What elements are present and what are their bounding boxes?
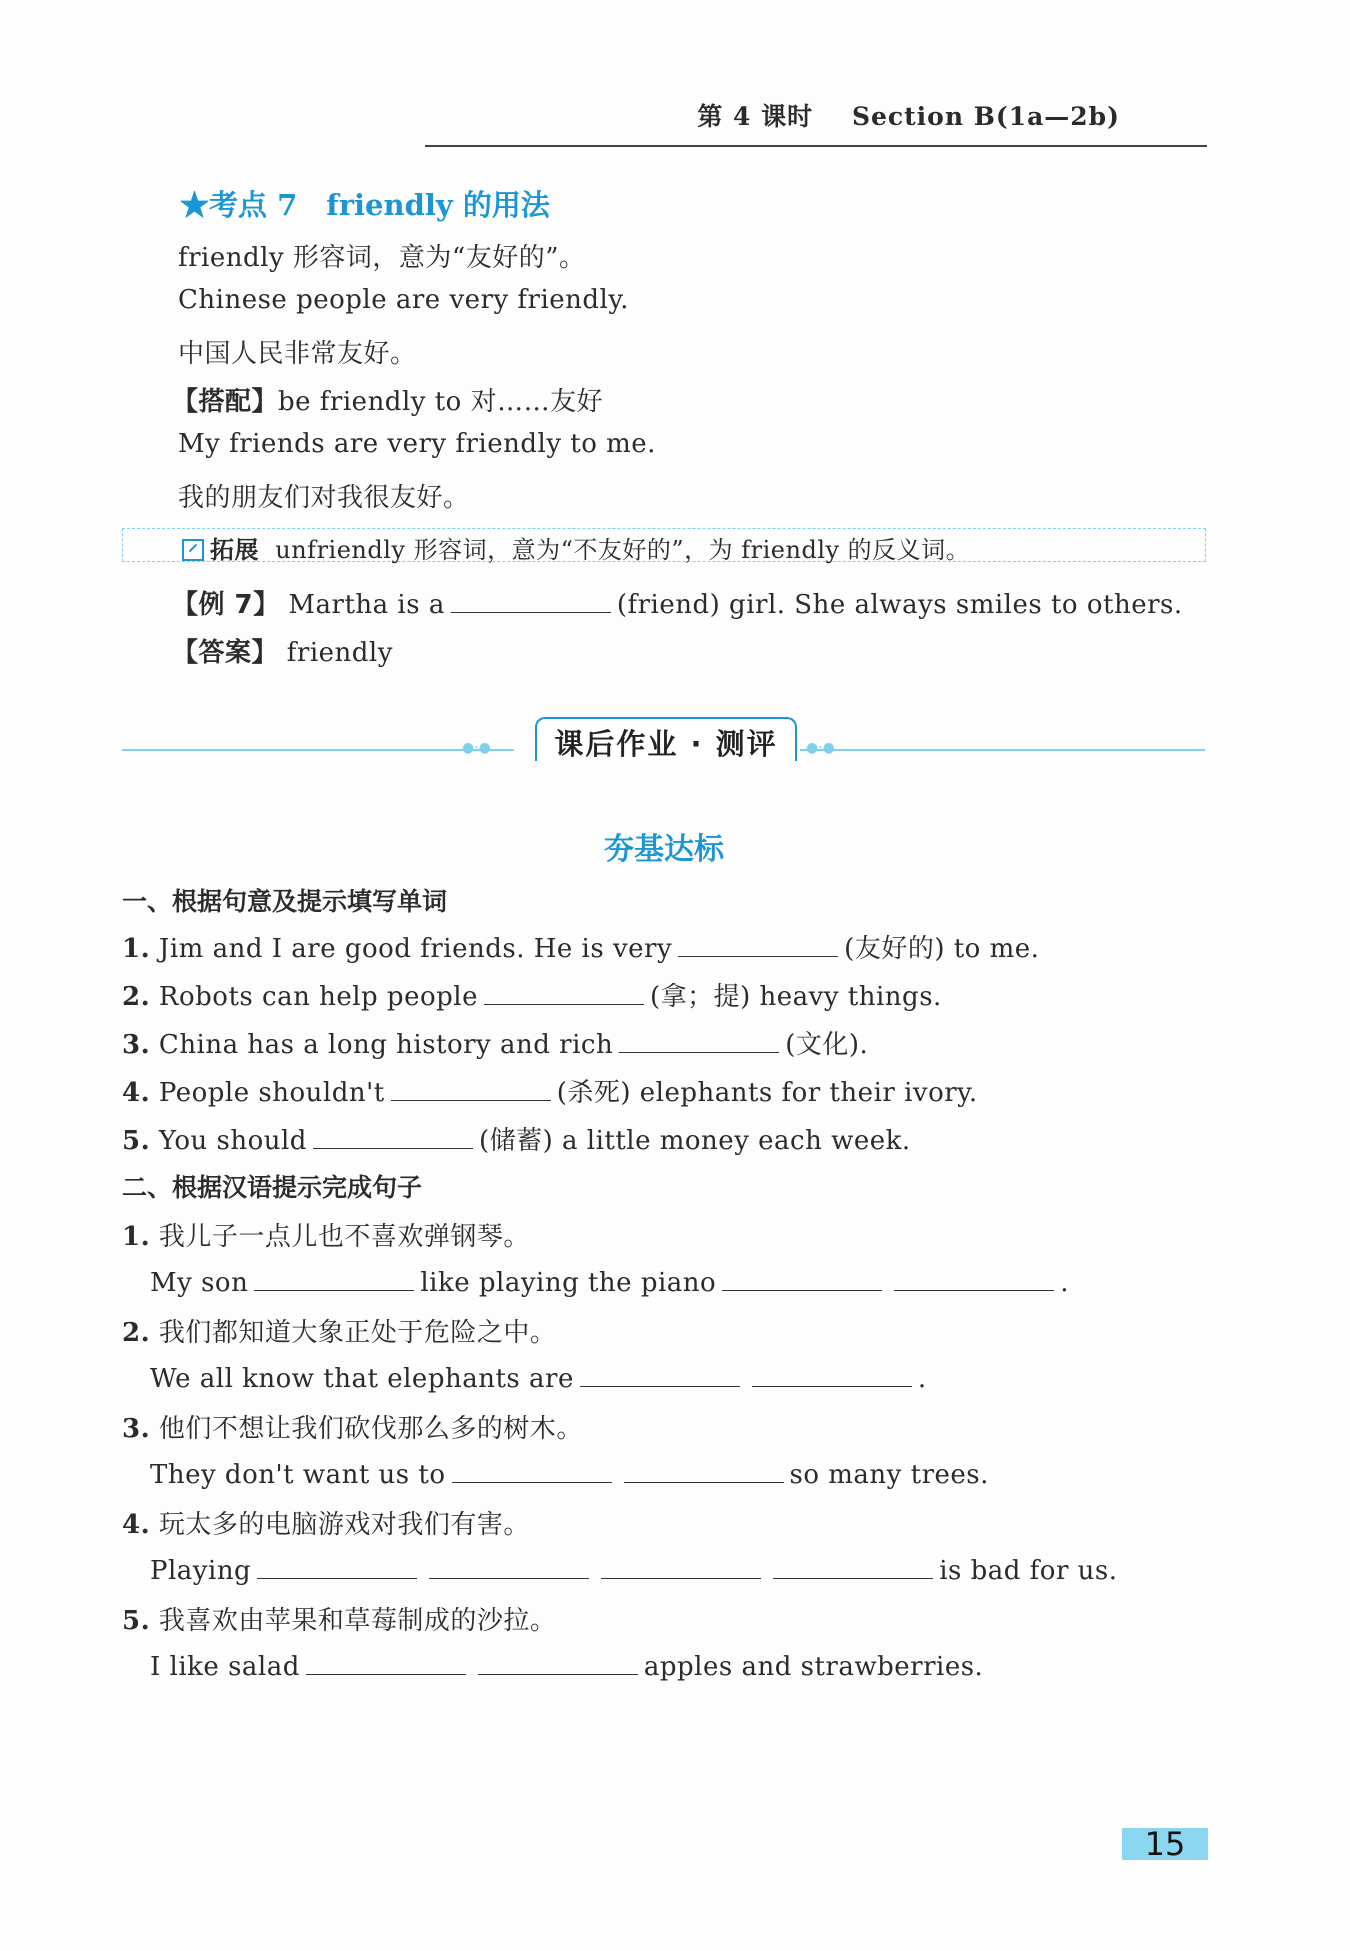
banner-line-right [800, 749, 1205, 751]
collocation [172, 381, 603, 418]
kaodian-line-2: Chinese people are very friendly. [178, 285, 629, 315]
part2-item-1-en: My son like playing the piano . [150, 1264, 1069, 1298]
part1-item-2: 2. Robots can help people (拿；提) heavy things. [122, 976, 942, 1013]
blank[interactable] [429, 1552, 589, 1579]
extension [182, 530, 970, 565]
example-cn: 我的朋友们对我很友好。 [178, 483, 470, 513]
homework-subtitle: 夯基达标 [604, 832, 724, 867]
part2-title: 二、根据汉语提示完成句子 [122, 1173, 423, 1202]
example-7-after: (friend) girl. She always smiles to others. [616, 590, 1183, 620]
banner-dots-right: ●·● [806, 740, 835, 756]
page-header [697, 97, 1120, 133]
blank[interactable] [254, 1264, 414, 1291]
part2-item-2-cn: 2. 我们都知道大象正处于危险之中。 [122, 1318, 557, 1348]
blank[interactable] [601, 1552, 761, 1579]
blank[interactable] [484, 978, 644, 1005]
part1-item-1: 1. Jim and I are good friends. He is very (友好的) to me. [122, 928, 1039, 965]
collocation-text: be friendly to 对……友好 [278, 387, 604, 417]
part2-item-1-cn: 1. 我儿子一点儿也不喜欢弹钢琴。 [122, 1222, 530, 1252]
blank[interactable] [306, 1648, 466, 1675]
section-label: Section B(1a—2b) [851, 102, 1120, 131]
homework-banner: 课后作业 · 测评 [554, 727, 778, 761]
example-7-before: Martha is a [288, 590, 445, 620]
kaodian-line-3: 中国人民非常友好。 [178, 339, 417, 369]
lesson-label: 第 4 课时 [697, 102, 814, 131]
example-7 [172, 584, 1183, 621]
blank[interactable] [678, 930, 838, 957]
blank[interactable] [894, 1264, 1054, 1291]
banner-dots-left: ●·● [462, 740, 491, 756]
answer-tag: 【答案】 [172, 638, 279, 668]
part2-item-5-cn: 5. 我喜欢由苹果和草莓制成的沙拉。 [122, 1606, 557, 1636]
blank[interactable] [619, 1026, 779, 1053]
answer [172, 632, 393, 669]
extension-icon [182, 539, 204, 561]
example-en: My friends are very friendly to me. [178, 429, 656, 459]
part1-item-4: 4. People shouldn't (杀死) elephants for their ivory. [122, 1072, 978, 1109]
extension-text: unfriendly 形容词，意为“不友好的”，为 friendly 的反义词。 [275, 536, 971, 564]
part1-item-5: 5. You should (储蓄) a little money each week. [122, 1120, 911, 1157]
example-7-blank[interactable] [451, 586, 611, 613]
example-7-tag: 【例 7】 [172, 590, 280, 620]
blank[interactable] [752, 1360, 912, 1387]
page-number: 15 [1122, 1828, 1208, 1860]
blank[interactable] [624, 1456, 784, 1483]
blank[interactable] [313, 1122, 473, 1149]
answer-text: friendly [286, 638, 393, 668]
blank[interactable] [580, 1360, 740, 1387]
part2-item-3-cn: 3. 他们不想让我们砍伐那么多的树木。 [122, 1414, 583, 1444]
blank[interactable] [391, 1074, 551, 1101]
blank[interactable] [722, 1264, 882, 1291]
kaodian-title: ★考点 7 friendly 的用法 [180, 188, 550, 222]
blank[interactable] [257, 1552, 417, 1579]
blank[interactable] [478, 1648, 638, 1675]
header-rule [425, 145, 1207, 147]
part2-item-2-en: We all know that elephants are . [150, 1360, 927, 1394]
collocation-tag: 【搭配】 [172, 387, 279, 417]
part2-item-5-en: I like salad apples and strawberries. [150, 1648, 983, 1682]
extension-tag: 拓展 [210, 536, 259, 564]
part2-item-4-en: Playing is bad for us. [150, 1552, 1118, 1586]
part1-title: 一、根据句意及提示填写单词 [122, 887, 448, 916]
blank[interactable] [452, 1456, 612, 1483]
kaodian-line-1: friendly 形容词，意为“友好的”。 [178, 243, 586, 273]
part1-item-3: 3. China has a long history and rich (文化). [122, 1024, 868, 1061]
part2-item-4-cn: 4. 玩太多的电脑游戏对我们有害。 [122, 1510, 530, 1540]
blank[interactable] [773, 1552, 933, 1579]
banner-line-left [122, 749, 514, 751]
part2-item-3-en: They don't want us to so many trees. [150, 1456, 989, 1490]
